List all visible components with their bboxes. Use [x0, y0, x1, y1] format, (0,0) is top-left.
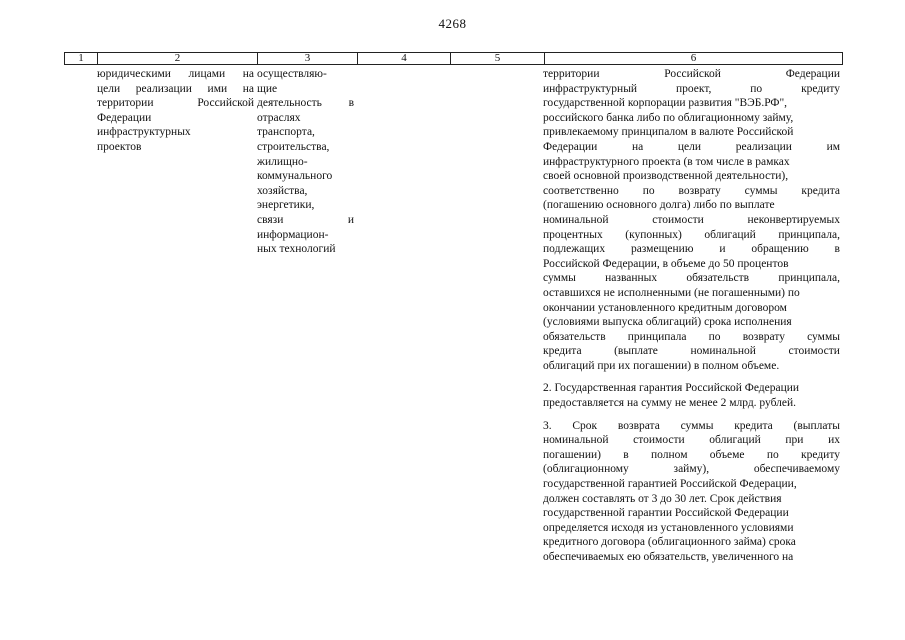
text-line [97, 82, 254, 97]
text-word: процентных [543, 228, 603, 241]
text-word: юридическими [97, 68, 171, 80]
column-header-4: 4 [357, 53, 450, 64]
text-word: российского банка либо по облигационному займу, [543, 111, 794, 124]
text-word: по [766, 448, 779, 461]
text-line [543, 155, 840, 170]
column-2-text [97, 67, 254, 155]
text-word: (купонных) [625, 228, 682, 241]
text-word: ных технологий [257, 243, 336, 256]
text-word: коммунального [257, 170, 333, 183]
text-word: щие [257, 82, 278, 95]
text-word: и [719, 243, 726, 256]
text-word: по [708, 330, 721, 343]
text-word: стоимости [788, 345, 840, 358]
text-line [543, 535, 840, 550]
text-word: деятельность [257, 97, 322, 110]
text-word: цели [97, 82, 121, 95]
text-word: лицами [188, 68, 226, 80]
text-line [543, 67, 840, 82]
text-word: суммы [744, 184, 778, 197]
text-word: реализации [135, 82, 192, 95]
text-word: принципала, [778, 228, 840, 241]
text-word: неконвертируемых [747, 213, 840, 226]
text-word: определяется исходя из установленного условиями [543, 521, 794, 534]
text-word: (выплаты [793, 419, 840, 432]
text-word: инфраструктурных [97, 126, 191, 139]
text-word: займу), [673, 463, 710, 476]
text-line [543, 169, 840, 184]
page-number: 4268 [438, 16, 467, 31]
text-word: подлежащих [543, 243, 606, 256]
text-line [543, 521, 840, 536]
text-word: привлекаемому принципалом в валюте Российской [543, 126, 794, 139]
text-word: погашении) [543, 448, 601, 461]
text-line [257, 96, 354, 111]
text-word: в [623, 448, 629, 461]
text-word: облигаций при их погашении) в полном объеме. [543, 359, 780, 372]
text-word: кредитного договора (облигационного займа) срока [543, 536, 796, 549]
paragraph [543, 67, 840, 373]
text-word: осуществляю- [257, 68, 327, 80]
text-line [257, 125, 354, 140]
column-header-1: 1 [78, 52, 84, 64]
text-word: на [242, 68, 254, 80]
table-header-row [64, 52, 843, 65]
text-word: жилищно- [257, 155, 308, 168]
text-line [543, 184, 840, 199]
text-word: стоимости [633, 434, 685, 447]
text-word: кредита [801, 184, 840, 197]
text-word: связи [257, 213, 284, 226]
text-line [543, 140, 840, 155]
text-line [257, 198, 354, 213]
text-word: обеспечиваемых ею обязательств, увеличенного на [543, 551, 794, 563]
text-word: проектов [97, 140, 142, 153]
text-line [257, 228, 354, 243]
text-word: Федерации [97, 111, 152, 124]
text-line [543, 125, 840, 140]
text-word: принципала [627, 330, 687, 343]
column-6-text [543, 67, 840, 573]
text-line [257, 140, 354, 155]
text-word: обеспечиваемому [753, 463, 840, 476]
text-line [257, 242, 354, 257]
text-line [543, 228, 840, 243]
text-line [543, 213, 840, 228]
text-word: территории [97, 97, 154, 110]
text-word: соответственно [543, 184, 619, 197]
text-line [543, 301, 840, 316]
column-3-text [257, 67, 354, 257]
text-line [543, 419, 840, 434]
text-word: (выплате [614, 345, 658, 358]
text-word: Федерации [543, 140, 598, 153]
text-line [257, 67, 354, 82]
text-line [543, 344, 840, 359]
text-word: суммы [680, 419, 714, 432]
text-word: 2. Государственная гарантия Российской Федерации [543, 382, 800, 395]
text-word: облигаций [709, 434, 761, 447]
text-word: на [242, 82, 254, 95]
text-line [543, 462, 840, 477]
text-word: предоставляется на сумму не менее 2 млрд. рублей. [543, 397, 797, 410]
column-header-6: 6 [544, 53, 842, 64]
text-word: возврату [678, 184, 721, 197]
text-line [97, 67, 254, 82]
text-word: своей основной производственной деятельности), [543, 170, 789, 183]
text-word: отраслях [257, 111, 301, 124]
text-line [97, 111, 254, 126]
paragraph [543, 419, 840, 565]
text-word: кредиту [801, 448, 840, 461]
text-word: Российской [664, 68, 721, 80]
text-line [543, 381, 840, 396]
text-word: им [826, 140, 840, 153]
text-word: в [348, 97, 354, 110]
text-word: по [642, 184, 655, 197]
text-line [543, 359, 840, 374]
text-line [543, 448, 840, 463]
text-word: государственной корпорации развития "ВЭБ.РФ", [543, 97, 788, 110]
text-word: транспорта, [257, 126, 315, 139]
text-line [257, 169, 354, 184]
text-line [257, 111, 354, 126]
text-line [543, 396, 840, 411]
text-word: обращению [751, 243, 809, 256]
text-line [257, 82, 354, 97]
text-line [543, 82, 840, 97]
text-word: при [785, 434, 804, 447]
text-word: и [347, 213, 354, 226]
column-header-2: 2 [97, 53, 257, 64]
text-line [543, 330, 840, 345]
text-word: возврату [742, 330, 785, 343]
text-word: стоимости [652, 213, 704, 226]
text-word: государственной гарантии Российской Федерации [543, 507, 789, 520]
text-word: объеме [709, 448, 745, 461]
text-word: (облигационному [543, 463, 629, 476]
text-line [543, 477, 840, 492]
text-word: кредита [734, 419, 773, 432]
text-word: суммы [543, 272, 576, 285]
text-word: информацион- [257, 228, 329, 241]
text-line [97, 96, 254, 111]
text-word: инфраструктурного проекта (в том числе в рамках [543, 155, 790, 168]
text-word: обязательств [543, 330, 606, 343]
text-line [543, 271, 840, 286]
text-line [543, 111, 840, 126]
text-word: строительства, [257, 140, 330, 153]
text-word: в [834, 243, 840, 256]
text-line [257, 213, 354, 228]
text-word: оставшихся не исполненными (не погашенными) по [543, 286, 800, 299]
text-word: цели [677, 140, 702, 153]
text-line [543, 242, 840, 257]
text-word: размещению [630, 243, 694, 256]
text-word: облигаций [704, 228, 756, 241]
text-line [543, 433, 840, 448]
text-word: Российской Федерации, в объеме до 50 процентов [543, 257, 789, 270]
text-word: кредита [543, 345, 582, 358]
text-word: по [750, 82, 763, 95]
text-line [97, 140, 254, 155]
text-word: принципала, [778, 272, 840, 285]
text-word: их [828, 434, 840, 447]
text-word: суммы [807, 330, 840, 343]
text-word: инфраструктурный [543, 82, 638, 95]
text-word: окончании установленного кредитным договором [543, 301, 787, 314]
text-line [543, 286, 840, 301]
text-line [543, 257, 840, 272]
text-line [543, 96, 840, 111]
text-word: Срок [572, 419, 598, 432]
column-header-3: 3 [257, 53, 357, 64]
text-word: Российской [197, 97, 254, 110]
text-word: (условиями выпуска облигаций) срока исполнения [543, 316, 792, 329]
text-word: хозяйства, [257, 184, 308, 197]
text-line [97, 125, 254, 140]
text-line [543, 550, 840, 565]
text-word: проект, [675, 82, 712, 95]
text-line [543, 492, 840, 507]
text-line [257, 184, 354, 199]
text-word: обязательств [686, 272, 750, 285]
text-word: 3. [543, 419, 552, 432]
text-word: кредиту [801, 82, 840, 95]
text-word: номинальной [543, 213, 609, 226]
text-word: должен составлять от 3 до 30 лет. Срок действия [543, 492, 782, 505]
text-word: возврата [617, 419, 660, 432]
text-line [543, 506, 840, 521]
column-header-5: 5 [450, 53, 544, 64]
text-word: ими [207, 82, 228, 95]
text-word: названных [605, 272, 658, 285]
text-word: государственной гарантией Российской Федерации, [543, 478, 797, 491]
text-word: номинальной [690, 345, 756, 358]
text-word: энергетики, [257, 199, 315, 212]
text-word: реализации [735, 140, 792, 153]
text-line [543, 198, 840, 213]
text-word: на [631, 140, 644, 153]
paragraph [543, 381, 840, 410]
text-word: номинальной [543, 434, 609, 447]
text-word: полном [651, 448, 688, 461]
text-line [257, 155, 354, 170]
text-word: территории [543, 68, 600, 80]
text-line [543, 315, 840, 330]
text-word: Федерации [785, 68, 840, 80]
text-word: (погашению основного долга) либо по выплате [543, 199, 775, 212]
